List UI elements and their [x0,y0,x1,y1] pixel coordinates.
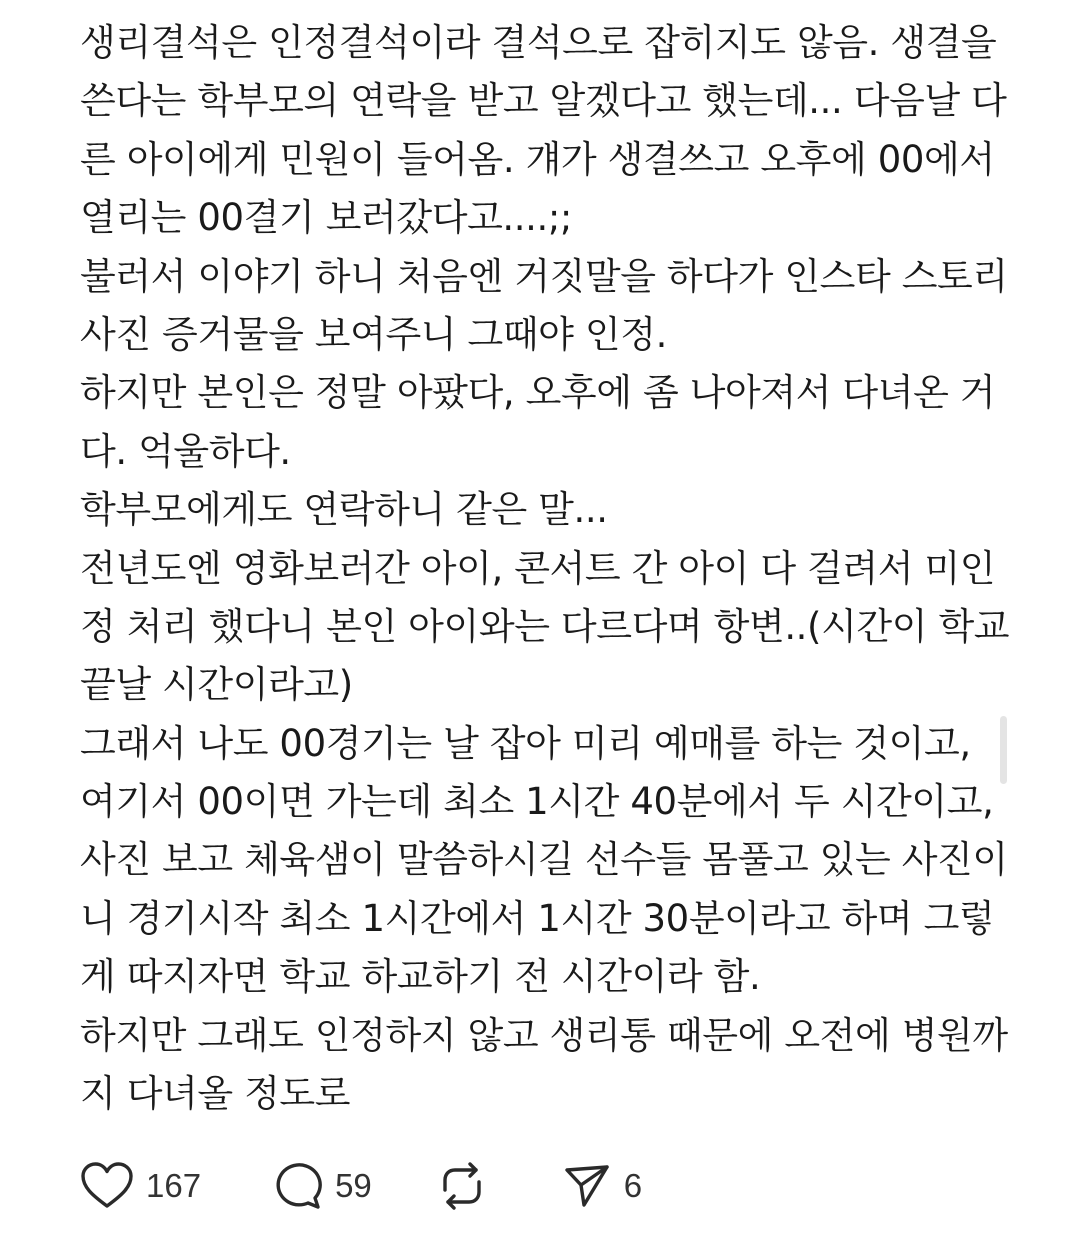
reply-button[interactable] [271,1160,372,1212]
post-text-line: 여기서 00이면 가는데 최소 1시간 40분에서 두 시간이고, [80,780,994,824]
post-text-line: 전년도엔 영화보러간 아이, 콘서트 간 아이 다 걸려서 미인 [80,546,996,590]
repost-button[interactable] [436,1160,488,1212]
post-text-line: 정 처리 했다니 본인 아이와는 다르다며 항변..(시간이 학교 [80,604,1010,648]
heart-icon [80,1161,134,1211]
post-text-line: 게 따지자면 학교 하교하기 전 시간이라 함. [80,955,761,999]
reply-count: 59 [335,1167,372,1204]
post-text-line: 불러서 이야기 하니 처음엔 거짓말을 하다가 인스타 스토리 [80,254,1008,298]
post-text-line: 하지만 그래도 인정하지 않고 생리통 때문에 오전에 병원까 [80,1013,1008,1057]
post-text-line: 생리결석은 인정결석이라 결석으로 잡히지도 않음. 생결을 [80,21,997,64]
post-text-line: 그래서 나도 00경기는 날 잡아 미리 예매를 하는 것이고, [80,721,971,765]
like-count: 167 [146,1167,202,1204]
post-text-line: 사진 보고 체육샘이 말씀하시길 선수들 몸풀고 있는 사진이 [80,838,1008,882]
post-text-line: 쓴다는 학부모의 연락을 받고 알겠다고 했는데... 다음날 다 [80,79,1007,123]
post-text-line: 열리는 00결기 보러갔다고....;; [80,196,572,240]
share-button[interactable] [562,1161,642,1211]
send-icon [562,1161,612,1211]
scrollbar-thumb[interactable] [1000,716,1007,784]
post-text-line: 하지만 본인은 정말 아팠다, 오후에 좀 나아져서 다녀온 거 [80,371,996,415]
post-text-line: 다. 억울하다. [80,429,291,473]
share-count: 6 [623,1167,643,1204]
post-text-line: 른 아이에게 민원이 들어옴. 걔가 생결쓰고 오후에 00에서 [80,137,995,181]
like-button[interactable] [80,1161,201,1211]
post-text-line: 학부모에게도 연락하니 같은 말... [80,488,608,532]
post-text-line: 끝날 시간이라고) [80,663,353,707]
post-text-line: 사진 증거물을 보여주니 그때야 인정. [80,312,667,356]
post-body [80,14,1010,1123]
post-text-line: 니 경기시작 최소 1시간에서 1시간 30분이라고 하며 그렇 [80,896,995,940]
post-action-bar [80,1156,642,1216]
repost-icon [436,1160,488,1212]
post-text-line: 지 다녀올 정도로 [80,1072,351,1116]
speech-bubble-icon [271,1160,323,1212]
